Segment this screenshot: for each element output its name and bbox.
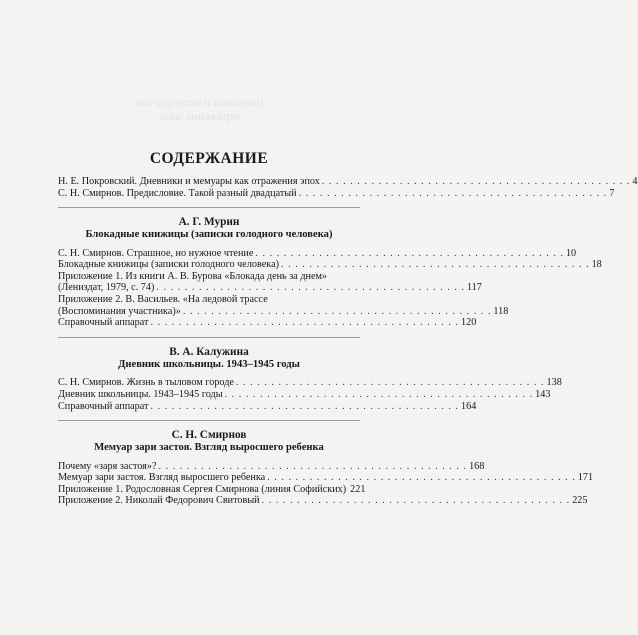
page-number: 138 bbox=[546, 377, 562, 389]
section-divider bbox=[58, 420, 360, 421]
dot-leader: . . . . . . . . . . . . . . . . . . . . . . . . . . . . . . . . . . . . . . . . . . . . bbox=[224, 388, 534, 400]
entry-title: Приложение 2. В. Васильев. «На ледовой трассе bbox=[58, 294, 268, 306]
intro-block bbox=[58, 176, 638, 199]
page-number: 221 bbox=[350, 483, 366, 495]
page-number: 225 bbox=[572, 495, 588, 507]
dot-leader: . . . . . . . . . . . . . . . . . . . . . . . . . . . . . . . . . . . . . . . . . . . . bbox=[158, 460, 468, 472]
toc-entry bbox=[58, 247, 577, 260]
page-number: 117 bbox=[466, 282, 482, 294]
section-author: С. Н. Смирнов bbox=[171, 429, 247, 442]
toc-entry bbox=[58, 259, 602, 271]
toc-entry bbox=[58, 176, 638, 188]
entry-title: Справочный аппарат bbox=[58, 317, 149, 329]
entry-title: Приложение 2. Николай Федорович Свитовый bbox=[58, 495, 260, 507]
section-divider bbox=[58, 207, 360, 208]
page-number: 7 bbox=[609, 187, 615, 199]
dot-leader: . . . . . . . . . . . . . . . . . . . . . . . . . . . . . . . . . . . . . . . . . . . . bbox=[235, 377, 545, 389]
show-through-text: Дневники и мемуары как отражения эпох bbox=[135, 95, 265, 123]
dot-leader: . . . . . . . . . . . . . . . . . . . . . . . . . . . . . . . . . . . . . . . . . . . . bbox=[267, 472, 576, 484]
toc-entry bbox=[58, 388, 551, 401]
toc-section bbox=[58, 216, 602, 329]
page-number: 171 bbox=[577, 472, 594, 484]
page-number: 10 bbox=[565, 247, 577, 259]
toc-entry bbox=[58, 483, 366, 496]
toc-entry bbox=[58, 270, 482, 294]
page-title: СОДЕРЖАНИЕ bbox=[149, 150, 269, 167]
entry-title: С. Н. Смирнов. Жизнь в тыловом городе bbox=[58, 377, 234, 389]
dot-leader: . . . . . . . . . . . . . . . . . . . . . . . . . . . . . . . . . . . . . . . . . . . . bbox=[182, 305, 492, 317]
entry-title: Мемуар зари застоя. Взгляд выросшего ребенка bbox=[58, 472, 266, 484]
entry-title: С. Н. Смирнов. Предисловие. Такой разный двадцатый bbox=[58, 187, 297, 199]
toc-entry bbox=[58, 472, 594, 484]
page-number: 4 bbox=[632, 176, 638, 187]
dot-leader: . . . . . . . . . . . . . . . . . . . . . . . . . . . . . . . . . . . . . . . . . . . . bbox=[150, 317, 460, 329]
dot-leader: . . . . . . . . . . . . . . . . . . . . . . . . . . . . . . . . . . . . . . . . . . . . bbox=[150, 400, 460, 412]
toc-entry bbox=[58, 460, 485, 473]
toc-entry bbox=[58, 400, 477, 413]
page-number: 143 bbox=[535, 388, 551, 400]
toc-section bbox=[58, 345, 562, 412]
section-author: В. А. Калужина bbox=[169, 345, 249, 358]
entry-title: Приложение 1. Из книги А. В. Бурова «Блокада день за днем» bbox=[58, 270, 328, 282]
section-title: Блокадные книжицы (записки голодного человека) bbox=[85, 229, 333, 241]
dot-leader: . . . . . . . . . . . . . . . . . . . . . . . . . . . . . . . . . . . . . . . . . . . . bbox=[281, 259, 590, 271]
entry-title: Справочный аппарат bbox=[58, 400, 149, 412]
entry-title-continued: (Лениздат, 1979, с. 74) bbox=[58, 282, 155, 294]
toc-entry bbox=[58, 317, 477, 329]
toc-entry bbox=[58, 294, 509, 317]
dot-leader: . . . . . . . . . . . . . . . . . . . . . . . . . . . . . . . . . . . . . . . . . . . . bbox=[298, 187, 608, 199]
page-number: 168 bbox=[469, 460, 485, 472]
dot-leader: . . . . . . . . . . . . . . . . . . . . . . . . . . . . . . . . . . . . . . . . . . . . bbox=[321, 176, 631, 187]
entry-title: Н. Е. Покровский. Дневники и мемуары как отражения эпох bbox=[58, 176, 320, 187]
entry-title: С. Н. Смирнов. Страшное, но нужное чтение bbox=[58, 247, 254, 259]
section-divider bbox=[58, 337, 360, 338]
toc-entry bbox=[58, 377, 562, 389]
table-of-contents bbox=[58, 150, 638, 507]
dot-leader: . . . . . . . . . . . . . . . . . . . . . . . . . . . . . . . . . . . . . . . . . . . . bbox=[255, 247, 564, 259]
entry-title: Приложение 1. Родословная Сергея Смирнова (линия Софийских) bbox=[58, 483, 347, 495]
toc-entry bbox=[58, 495, 588, 507]
entry-title: Дневник школьницы. 1943–1945 годы bbox=[58, 388, 223, 400]
page-number: 120 bbox=[461, 317, 477, 329]
section-title: Мемуар зари застоя. Взгляд выросшего ребенка bbox=[94, 442, 324, 454]
section-title: Дневник школьницы. 1943–1945 годы bbox=[118, 358, 300, 370]
page-number: 18 bbox=[591, 259, 602, 271]
section-author: А. Г. Мурин bbox=[178, 216, 240, 229]
toc-section bbox=[58, 429, 594, 507]
page-number: 118 bbox=[493, 305, 509, 317]
dot-leader: . . . . . . . . . . . . . . . . . . . . . . . . . . . . . . . . . . . . . . . . . . . . bbox=[261, 495, 571, 507]
entry-title-continued: (Воспоминания участника)» bbox=[58, 305, 181, 317]
dot-leader: . . . . . . . . . . . . . . . . . . . . . . . . . . . . . . . . . . . . . . . . . . . . bbox=[156, 282, 465, 294]
toc-entry bbox=[58, 187, 615, 200]
page-number: 164 bbox=[461, 400, 477, 412]
entry-title: Почему «заря застоя»? bbox=[58, 460, 157, 472]
entry-title: Блокадные книжицы (записки голодного человека) bbox=[58, 259, 279, 271]
